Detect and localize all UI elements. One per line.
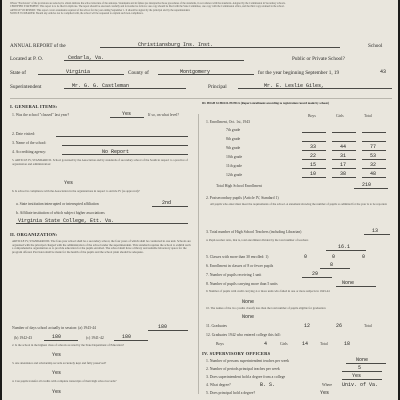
principal-value: Mr. E. Leslie Giles, [264,83,325,89]
school-suffix-label: School [368,43,383,49]
q2-label: 2. Date visited: [12,132,36,136]
grade-girls-value: 17 [340,162,347,168]
column-divider [198,114,199,394]
q7-label: a. State institution interrupted or interrupted affiliation [16,202,99,206]
q8-answer: Virginia State College, Ett. Va. [18,218,115,224]
r-q6-answer: 8 [330,262,334,268]
s3-label: 3. Does superintendent hold a degree from a college [206,375,286,379]
s5-label: 5. Does principal hold a degree? [206,391,256,395]
grade-boys-value: 22 [310,153,317,159]
supervisory-heading: IV. SUPERVISORY OFFICERS [202,351,271,356]
r-q11-b: 26 [336,323,343,329]
q4-answer: No Report [102,149,130,155]
r-q11-label: 11. Graduates [206,324,227,328]
enrollment-label: 1. Enrollment, Oct. 1st, 1943 [206,120,251,124]
grade-label: 10th grade [226,155,243,159]
organization-heading: II. ORGANIZATION: [10,232,58,237]
school-name-field[interactable] [100,42,340,48]
enrollment-heading: III. HIGH SCHOOL PUPILS (Report enrollment according to registration record made by school.) [202,101,330,105]
total-enrollment-label: Total High School Enrollment [216,184,262,188]
r-q2-label: 2. Postsecondary pupils (Article IV, Standard 1) [206,196,279,200]
r-q5-b: 0 [332,254,336,260]
col-girls: Girls [336,114,344,118]
r-q11-a: 12 [304,323,311,329]
q10-answer: Yes [52,352,62,358]
grade-label: 11th grade [226,164,242,168]
year-value: 43 [380,69,387,75]
days-b-label: (b) 1942-43 [14,336,33,340]
grade-label: 9th grade [226,146,241,150]
total-enrollment-value: 210 [362,182,372,188]
s3-field[interactable] [342,374,382,380]
r-q11-total: Total [364,324,372,328]
report-title-label: ANNUAL REPORT of the [10,43,66,49]
r-q9-answer: None [242,299,255,305]
superintendent-label: Superintendent [10,84,42,90]
col-boys: Boys [308,114,316,118]
header-divider [10,98,392,99]
year-label: for the year beginning September 1, 19 [258,70,340,76]
r-q5-c: 0 [362,254,366,260]
r-q12-boys-label: Boys [216,342,224,346]
q4-label: 4. Accrediting agency: [12,150,47,154]
q10-text: 2. Is the school in the highest class of schools as rated by the State Department of Education? [12,343,124,347]
grade-boys-field[interactable] [302,136,326,142]
q3-label: 3. Name of the school: [12,141,47,145]
principal-label: Principal [208,84,227,90]
s2-field[interactable] [342,366,382,372]
q7-answer: 2nd [162,200,172,206]
q3-field[interactable] [62,140,188,146]
days-c-value: 180 [122,334,132,340]
grade-boys-value: 10 [310,171,317,177]
po-value: Cedarla, Va. [68,55,105,61]
state-label: State of [10,70,26,76]
r-q5-label: 5. Classes with more than 30 enrolled: 1) [206,255,269,259]
days-b-value: 180 [52,334,62,340]
r-q4-label: 4. Pupil-teacher ratio, that is, total enrollment divided by the total number of teachers [206,238,309,242]
r-q12-girls-label: Girls [280,342,288,346]
state-value: Virginia [66,69,91,75]
grade-girls-value: 44 [340,144,347,150]
preamble-line: Where "Provisions" of the provisions are selected to obtain indicate the school structure of the annotate. Statements and in failure pre interpretive those procedures of the standards, in accordance with the standards. Adopted by the Commission in Secondary schools. [10,2,286,5]
s1-answer: None [356,357,369,363]
s3-answer: Yes [352,373,362,379]
s2-answer: 5 [358,365,362,371]
preamble-instructions [10,2,390,16]
s5-answer: Yes [320,390,330,396]
r-q9-label: 9. Number of pupils with credit carrying 4 or more units who failed in one or more subjects in 1943-44 [206,289,330,293]
s4-label: 4. What degree? [206,383,231,387]
q5-answer: Yes [64,180,74,186]
preamble-line: CERTIFIED STATEMENT. This report is to be filed in triplicate. The report should be executed carefully and forwarded as follows: one copy should be filed with the State Committee, one copy with the Commission office, and the third copy retained in the school. [10,5,285,9]
r-q4-answer: 16.1 [338,244,351,250]
r-q12-boys: 4 [264,341,268,347]
school-name-value: Christiansburg Ins. Inst. [138,42,214,48]
county-label: County of [128,70,149,76]
q12-answer: Yes [52,389,62,395]
days-a-value: 180 [158,324,168,330]
days-c-label: (c) 1941-42 [86,336,104,340]
r-q12-girls: 14 [302,341,309,347]
grade-boys-value: 33 [310,144,317,150]
grade-girls-value: 31 [340,153,347,159]
r-q7-label: 7. Number of pupils receiving 1 unit [206,273,262,277]
grade-total-field[interactable] [362,136,386,142]
r-q6-field[interactable] [320,263,350,269]
r-q3-label: 3. Total number of High School Teachers (including Librarian) [206,230,302,234]
county-value: Montgomery [180,69,211,75]
grade-girls-field[interactable] [332,136,356,142]
r-q8-label: 8. Number of pupils carrying more than 5 units [206,282,278,286]
po-label: Located at P. O. [10,56,43,62]
grade-girls-value: 38 [340,171,347,177]
s1-label: 1. Number of persons superintendent teaches per week [206,359,290,363]
s2-label: 2. Number of periods principal teaches per week [206,367,280,371]
grade-label: 12th grade [226,173,243,177]
public-private-label: Public or Private School? [292,56,345,62]
r-q2-text: All pupils who enter must meet the requirements of the school. A statement showing the number of pupils so admitted for the year is to be reported. [210,202,388,206]
r-q12-total-label: Total [320,342,328,346]
q11-answer: Yes [52,370,62,376]
s4-where-label: Where [322,383,333,387]
r-q12-label: 12. Graduates 1942 who entered college this fall: [206,333,281,337]
q12-text: 4. Can pupils transfer all credits with complete transcripts of their high school records? [12,379,117,383]
days-in-session-label: Number of days school actually in session: (a) 1943-44 [12,326,96,330]
report-sheet [2,0,398,400]
r-q3-answer: 13 [372,228,379,234]
grade-total-value: 53 [370,153,377,159]
q1-tail: If so, on what level? [148,113,179,117]
q11-text: 3. Are attendance and scholarship records accurately kept and fully preserved? [12,361,107,365]
q2-field[interactable] [56,131,188,137]
days-a-field[interactable] [148,325,188,331]
r-q12-total: 18 [344,341,351,347]
grade-label: 8th grade [226,137,241,141]
r-q5-a: 0 [304,254,308,260]
q6-text: 6. Is school in compliance with the Association in the organizations in respect to Article IV (as approved)? [12,189,140,193]
r-q6-label: 6. Enrollment in classes of 8 or fewer pupils [206,264,274,268]
superintendent-value: Mr. G. G. Castleman [72,83,130,89]
grade-total-value: 77 [370,144,377,150]
q8-label: b. Affiliate institution of which subject higher associations [16,211,105,215]
grade-label: 7th grade [226,128,241,132]
r-q7-answer: 29 [312,271,319,277]
grade-girls-field[interactable] [332,127,356,133]
grade-total-value: 32 [370,162,377,168]
general-items-heading: I. GENERAL ITEMS: [10,104,58,109]
preamble-line: ARTICLE VII REPORT. This report covers statements required of the school for the year ending September 1. It should be signed by the principal and by the superintendent. [10,8,191,12]
r-q10-answer: None [242,314,255,320]
organization-text: ARTICLE IV, STANDARD III. The four-year school shall be a secondary school, the four years of which shall be conducted in one unit. Schools are organized with the principal charged with the administration of the school under the superintendent. This standard requires the school to exhibit such a comprehensive organization as to provide education for the pupils enrolled. The school shall have a library and suitable laboratory space for the program offered. Provision shall be made for the health of the pupils and the school plant should be adequate. [12,239,191,254]
s4-answer: B. S. [260,382,276,388]
r-q10-label: 10. The names of the two youths classify less than the total number of pupils eligible for graduation [206,306,326,310]
grade-total-field[interactable] [362,127,386,133]
r-q8-answer: None [342,280,355,286]
grade-total-value: 48 [370,171,377,177]
col-total: Total [364,114,372,118]
q1-answer: Yes [122,111,132,117]
preamble-line: NOTICE TO READER. Should any Articles not be complied with, the school will be requested to explain such non-compliance. [10,12,144,16]
grade-boys-value: 15 [310,162,317,168]
q5-text: 5. ARTICLE IV, STANDARD II. School governed by the Association and by standards of secondary school of the South in respect to a practice of organization and administration: [12,158,188,166]
s4-where: Univ. of Va. [342,382,379,388]
grade-boys-field[interactable] [302,127,326,133]
q1-label: 1. Was the school "classed" last year? [12,113,70,117]
